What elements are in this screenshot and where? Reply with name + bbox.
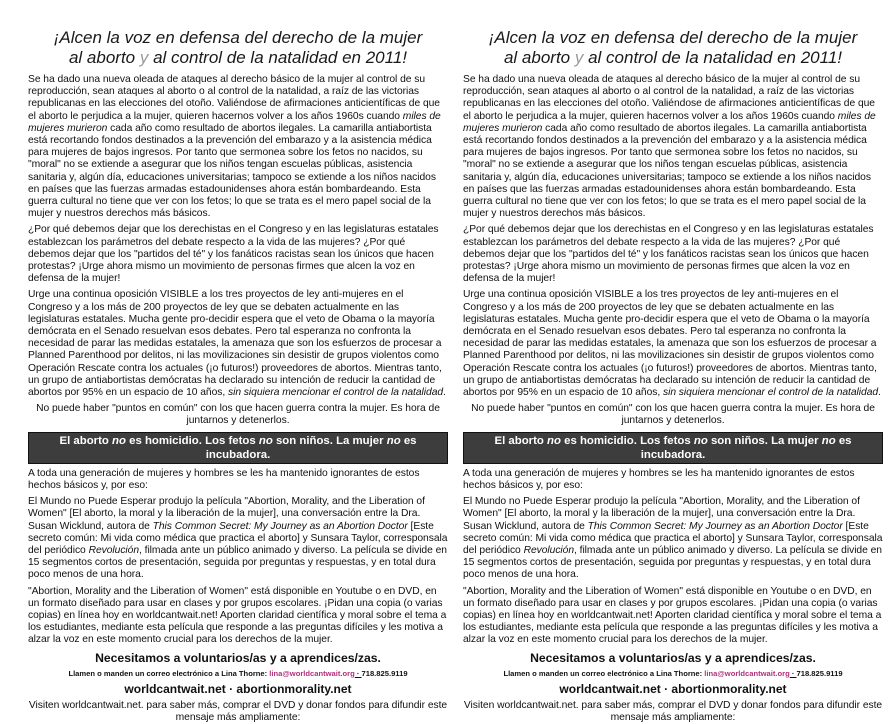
paragraph-common-ground: No puede haber "puntos en común" con los que hacen guerra contra la mujer. Es hora de juntarnos y detenerlos. xyxy=(471,403,875,427)
title-line-2-start: al aborto xyxy=(68,48,140,67)
paragraph-intro: Se ha dado una nueva oleada de ataques al derecho básico de la mujer al control de su reproducción, sean ataques al aborto o al control de la natalidad, a raíz de las victorias republicanas en las elecciones del otoño. Valiéndose de afirmaciones anticientíficas de que el aborto le perjudica a la mujer, quieren hacernos volver a los años 1960s cuando miles de mujeres murieron cada año como resultado de abortos ilegales. La camarilla antiabortista está recortando fondos destinados a la prevención del embarazo y a la asistencia médica para mujeres de bajos ingresos. Por tanto que sermonea sobre los fetos no nacidos, su "moral" no se extiende a asegurar que los niños tengan escuelas públicas, asistencia sanitaria y, algún día, educaciones universitarias; tampoco se extiende a los niños nacidos en países que las fuerzas armadas estadounidenses ahora están bombardeando. Esta guerra cultural no tiene que ver con los fetos; lo que se trata es el mero papel social de la mujer y nuestros derechos más básicos. xyxy=(463,74,876,220)
contact-line: Llamen o manden un correo electrónico a Lina Thorne: lina@worldcantwait.org · 718.825.9119 xyxy=(68,668,408,678)
title-y-accent: y xyxy=(139,48,149,67)
contact-email[interactable]: lina@worldcantwait.org xyxy=(704,668,790,678)
visit-text: Visiten worldcantwait.net. para saber más, comprar el DVD y donar fondos para difundir este mensaje más ampliamente: xyxy=(28,699,448,723)
slogan-banner: El aborto no es homicidio. Los fetos no son niños. La mujer no es incubadora. xyxy=(463,432,883,464)
title-line-1: ¡Alcen la voz en defensa del derecho de la mujer xyxy=(53,28,423,47)
contact-phone: 718.825.9119 xyxy=(361,668,408,678)
paragraph-questions: ¿Por qué debemos dejar que los derechistas en el Congreso y en las legislaturas estatales establezcan los parámetros del debate respecto a la vida de las mujeres? ¿Por qué debemos dejar que los "partidos del té" y los fanáticos racistas sean los únicos que hacen protestas? ¡Urge ahora mismo un movimiento de personas firmes que alcen la voz en defensa de la mujer! xyxy=(28,224,439,285)
paragraph-questions: ¿Por qué debemos dejar que los derechistas en el Congreso y en las legislaturas estatales establezcan los parámetros del debate respecto a la vida de las mujeres? ¿Por qué debemos dejar que los "partidos del té" y los fanáticos racistas sean los únicos que hacen protestas? ¡Urge ahora mismo un movimiento de personas firmes que alcen la voz en defensa de la mujer! xyxy=(463,224,874,285)
volunteers-heading: Necesitamos a voluntarios/as y a aprendices/zas. xyxy=(95,650,381,665)
paragraph-opposition: Urge una continua oposición VISIBLE a los tres proyectos de ley anti-mujeres en el Congreso y a los más de 200 proyectos de ley que se debaten actualmente en las legislaturas estatales. Mucha gente pro-decidir espera que el veto de Obama o la mayoría demócrata en el Senado resuelvan esos debates. Pero tal esperanza no confronta la necesidad de parar las medidas estatales, la amenaza que son los esfuerzos de procesar a Planned Parenthood por delitos, ni las movilizaciones sin desistir de grupos violentos como Operación Rescate contra los actuales (¡o futuros!) proveedores de abortos. Mientras tanto, un grupo de antiabortistas demócratas ha declarado su intención de reducir la cantidad de abortos por 95% en un espacio de 10 años, sin siquiera mencionar el control de la natalidad. xyxy=(463,289,881,399)
title-line-1: ¡Alcen la voz en defensa del derecho de la mujer xyxy=(488,28,858,47)
title-line-2-end: al control de la natalidad en 2011! xyxy=(148,48,408,67)
flyer-copy-right xyxy=(463,0,883,724)
title-line-2 xyxy=(28,48,448,68)
websites-line[interactable]: worldcantwait.net · abortionmorality.net xyxy=(124,681,352,696)
paragraph-availability: "Abortion, Morality and the Liberation of Women" está disponible en Youtube o en DVD, en un formato diseñado para usar en clases y por grupos escolares. ¡Pidan una copia (o varias copias) en línea hoy en worldcantwait.net! Aporten claridad científica y moral sobre el tema a los estudiantes, mediante esta película que responde a las preguntas difíciles y les motiva a alzar la voz en este momento crucial para los derechos de la mujer. xyxy=(463,585,882,646)
paragraph-generation: A toda una generación de mujeres y hombres se les ha mantenido ignorantes de estos hechos básicos y, por eso: xyxy=(28,467,420,491)
paragraph-opposition: Urge una continua oposición VISIBLE a los tres proyectos de ley anti-mujeres en el Congreso y a los más de 200 proyectos de ley que se debaten actualmente en las legislaturas estatales. Mucha gente pro-decidir espera que el veto de Obama o la mayoría demócrata en el Senado resuelvan esos debates. Pero tal esperanza no confronta la necesidad de parar las medidas estatales, la amenaza que son los esfuerzos de procesar a Planned Parenthood por delitos, ni las movilizaciones sin desistir de grupos violentos como Operación Rescate contra los actuales (¡o futuros!) proveedores de abortos. Mientras tanto, un grupo de antiabortistas demócratas ha declarado su intención de reducir la cantidad de abortos por 95% en un espacio de 10 años, sin siquiera mencionar el control de la natalidad. xyxy=(28,289,446,399)
contact-line: Llamen o manden un correo electrónico a Lina Thorne: lina@worldcantwait.org · 718.825.9119 xyxy=(503,668,843,678)
title-line-2 xyxy=(463,48,883,68)
paragraph-common-ground: No puede haber "puntos en común" con los que hacen guerra contra la mujer. Es hora de juntarnos y detenerlos. xyxy=(36,403,440,427)
title-line-2-start: al aborto xyxy=(503,48,575,67)
websites-line[interactable]: worldcantwait.net · abortionmorality.net xyxy=(559,681,787,696)
slogan-banner-wrap xyxy=(28,432,448,464)
visit-text: Visiten worldcantwait.net. para saber más, comprar el DVD y donar fondos para difundir este mensaje más ampliamente: xyxy=(463,699,883,723)
contact-email[interactable]: lina@worldcantwait.org xyxy=(269,668,355,678)
title-line-2-end: al control de la natalidad en 2011! xyxy=(583,48,843,67)
paragraph-film: El Mundo no Puede Esperar produjo la película "Abortion, Morality, and the Liberation of Women" [El aborto, la moral y la liberación de la mujer], una conversación entre la Dra. Susan Wicklund, autora de This Common Secret: My Journey as an Abortion Doctor [Este secreto común: Mi vida como médica que practica el aborto] y Sunsara Taylor, corresponsala del periódico Revolución, filmada ante un público animado y diverso. La película se divide en 15 segmentos cortos de presentación, seguida por preguntas y respuestas, y en total dura poco menos de una hora. xyxy=(463,496,883,581)
paragraph-film: El Mundo no Puede Esperar produjo la película "Abortion, Morality, and the Liberation of Women" [El aborto, la moral y la liberación de la mujer], una conversación entre la Dra. Susan Wicklund, autora de This Common Secret: My Journey as an Abortion Doctor [Este secreto común: Mi vida como médica que practica el aborto] y Sunsara Taylor, corresponsala del periódico Revolución, filmada ante un público animado y diverso. La película se divide en 15 segmentos cortos de presentación, seguida por preguntas y respuestas, y en total dura poco menos de una hora. xyxy=(28,496,448,581)
paragraph-intro: Se ha dado una nueva oleada de ataques al derecho básico de la mujer al control de su reproducción, sean ataques al aborto o al control de la natalidad, a raíz de las victorias republicanas en las elecciones del otoño. Valiéndose de afirmaciones anticientíficas de que el aborto le perjudica a la mujer, quieren hacernos volver a los años 1960s cuando miles de mujeres murieron cada año como resultado de abortos ilegales. La camarilla antiabortista está recortando fondos destinados a la prevención del embarazo y a la asistencia médica para mujeres de bajos ingresos. Por tanto que sermonea sobre los fetos no nacidos, su "moral" no se extiende a asegurar que los niños tengan escuelas públicas, asistencia sanitaria y, algún día, educaciones universitarias; tampoco se extiende a los niños nacidos en países que las fuerzas armadas estadounidenses ahora están bombardeando. Esta guerra cultural no tiene que ver con los fetos; lo que se trata es el mero papel social de la mujer y nuestros derechos más básicos. xyxy=(28,74,441,220)
paragraph-availability: "Abortion, Morality and the Liberation of Women" está disponible en Youtube o en DVD, en un formato diseñado para usar en clases y por grupos escolares. ¡Pidan una copia (o varias copias) en línea hoy en worldcantwait.net! Aporten claridad científica y moral sobre el tema a los estudiantes, mediante esta película que responde a las preguntas difíciles y les motiva a alzar la voz en este momento crucial para los derechos de la mujer. xyxy=(28,585,447,646)
contact-phone: 718.825.9119 xyxy=(796,668,843,678)
flyer-copy-left xyxy=(28,0,448,724)
slogan-banner-wrap xyxy=(463,432,883,464)
paragraph-generation: A toda una generación de mujeres y hombres se les ha mantenido ignorantes de estos hechos básicos y, por eso: xyxy=(463,467,855,491)
flyer-title xyxy=(28,28,448,68)
flyer-title xyxy=(463,28,883,68)
volunteers-heading: Necesitamos a voluntarios/as y a aprendices/zas. xyxy=(530,650,816,665)
slogan-banner: El aborto no es homicidio. Los fetos no son niños. La mujer no es incubadora. xyxy=(28,432,448,464)
title-y-accent: y xyxy=(574,48,584,67)
